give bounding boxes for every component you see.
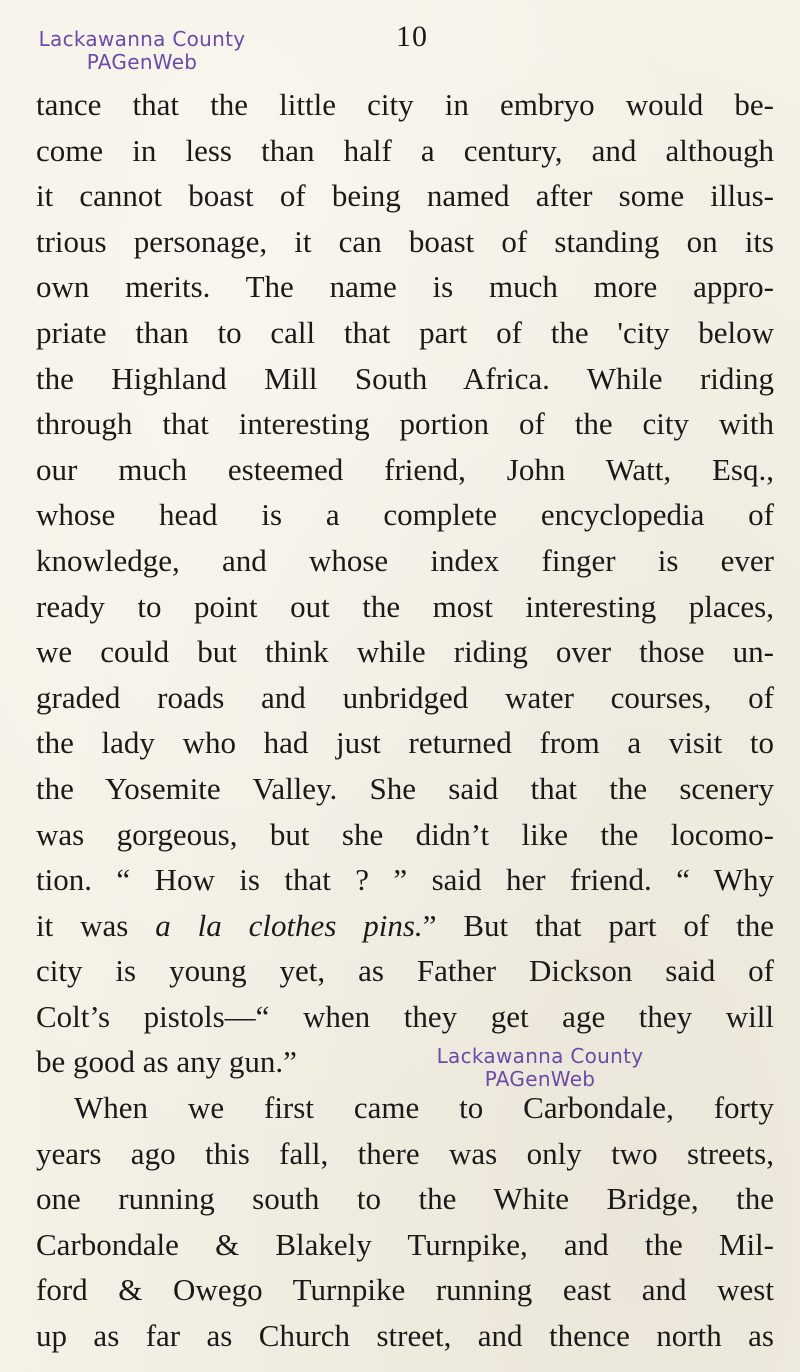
text-line: priate than to call that part of the 'city below bbox=[36, 314, 774, 350]
text-line: tion. “ How is that ? ” said her friend. “ Why bbox=[36, 862, 774, 898]
watermark-middle-line1: Lackawanna County bbox=[436, 1044, 644, 1068]
text-line: Colt’s pistols—“ when they get age they will bbox=[36, 998, 774, 1034]
watermark-top bbox=[10, 28, 274, 74]
text-line: one running south to the White Bridge, the bbox=[36, 1181, 774, 1217]
text-segment: ” But that part of the bbox=[422, 907, 774, 943]
text-line: we could but think while riding over those un- bbox=[36, 634, 774, 670]
text-line: graded roads and unbridged water courses, of bbox=[36, 679, 774, 715]
text-line: it cannot boast of being named after some illus- bbox=[36, 178, 774, 214]
text-line: whose head is a complete encyclopedia of bbox=[36, 497, 774, 533]
text-line-paragraph-end: be good as any gun.” bbox=[36, 1044, 297, 1080]
text-line: the Yosemite Valley. She said that the scenery bbox=[36, 770, 774, 806]
watermark-top-line1: Lackawanna County bbox=[38, 27, 246, 51]
text-line: our much esteemed friend, John Watt, Esq., bbox=[36, 451, 774, 487]
page-number: 10 bbox=[396, 20, 428, 53]
watermark-middle-line2: PAGenWeb bbox=[484, 1067, 596, 1091]
text-line: through that interesting portion of the city with bbox=[36, 406, 774, 442]
text-line: ready to point out the most interesting places, bbox=[36, 588, 774, 624]
text-line: the lady who had just returned from a visit to bbox=[36, 725, 774, 761]
text-line bbox=[36, 903, 774, 949]
text-segment: it was bbox=[36, 907, 156, 943]
text-line: tance that the little city in embryo would be- bbox=[36, 87, 774, 122]
text-line: years ago this fall, there was only two streets, bbox=[36, 1135, 774, 1171]
text-line: Carbondale & Blakely Turnpike, and the Mil- bbox=[36, 1226, 774, 1262]
body-text bbox=[36, 82, 774, 1359]
text-line: ford & Owego Turnpike running east and west bbox=[36, 1272, 774, 1308]
text-line: was gorgeous, but she didn’t like the locomo- bbox=[36, 816, 774, 852]
text-line: come in less than half a century, and although bbox=[36, 132, 774, 168]
italic-phrase: a la clothes pins. bbox=[155, 907, 423, 943]
watermark-middle bbox=[408, 1045, 672, 1091]
watermark-top-line2: PAGenWeb bbox=[86, 50, 198, 74]
text-line: the Highland Mill South Africa. While riding bbox=[36, 360, 774, 396]
text-line: own merits. The name is much more appro- bbox=[36, 269, 774, 305]
text-line: trious personage, it can boast of standing on its bbox=[36, 223, 774, 259]
text-line: knowledge, and whose index finger is ever bbox=[36, 542, 774, 578]
text-line: up as far as Church street, and thence north as bbox=[36, 1318, 774, 1354]
text-line: city is young yet, as Father Dickson said of bbox=[36, 953, 774, 989]
text-line-paragraph-start: When we first came to Carbondale, forty bbox=[74, 1090, 774, 1126]
